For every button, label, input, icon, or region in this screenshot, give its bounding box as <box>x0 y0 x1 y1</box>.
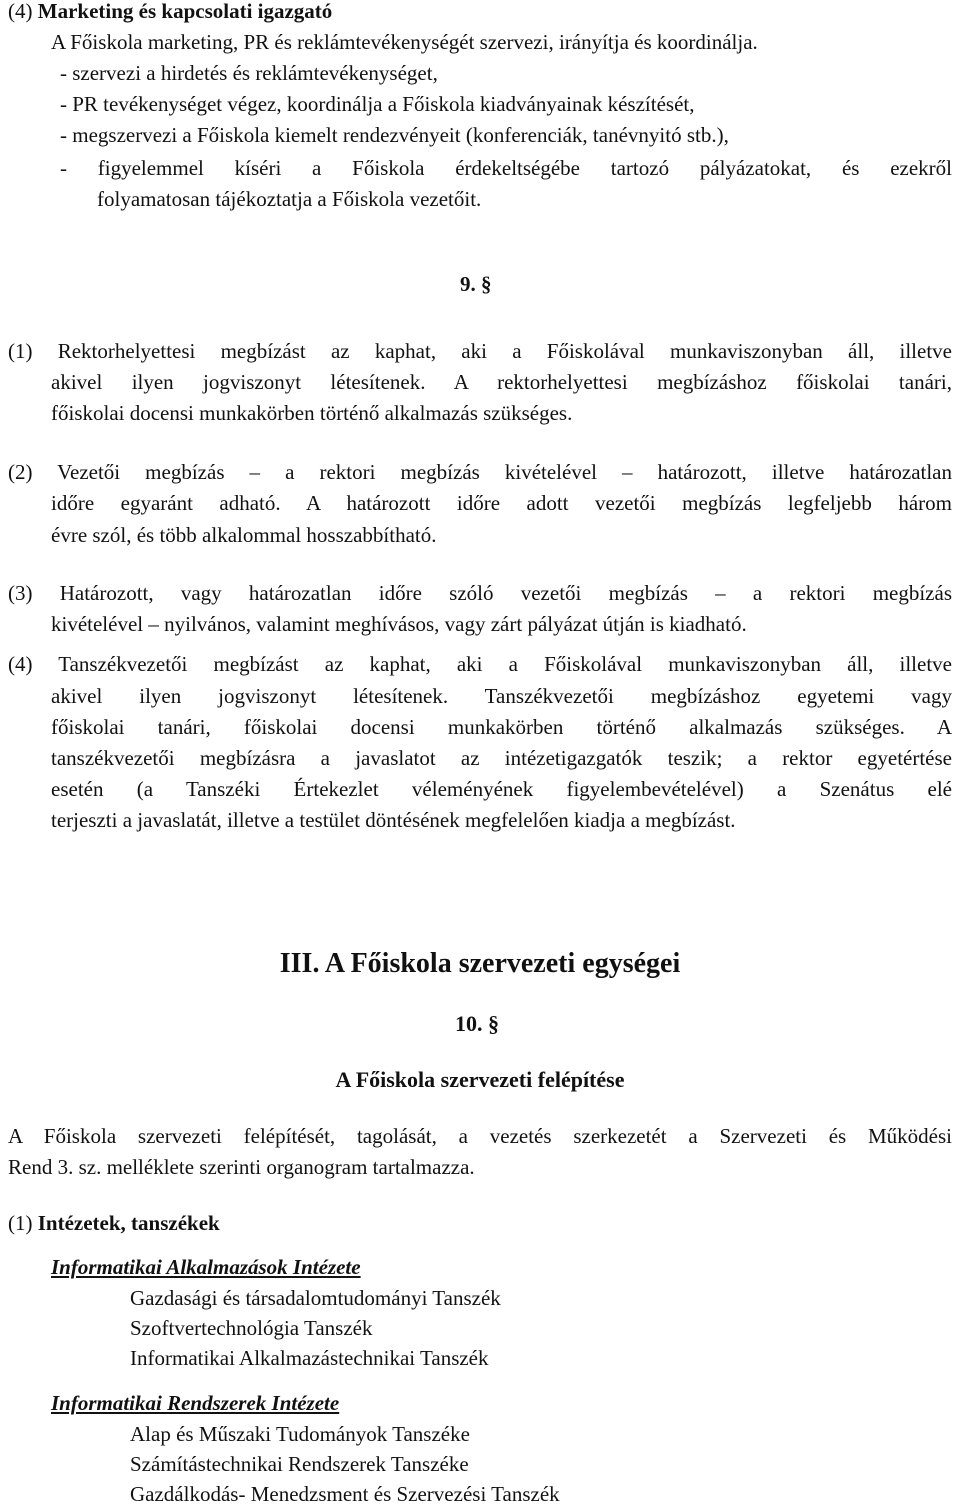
section-title: Marketing és kapcsolati igazgató <box>37 0 333 23</box>
section-number: (4) <box>8 0 33 23</box>
subsection-heading <box>8 1208 220 1239</box>
paragraph-9-4-line: főiskolai tanári, főiskolai docensi munkakörben történő alkalmazás szükséges. A <box>51 715 952 739</box>
department-item: Informatikai Alkalmazástechnikai Tanszék <box>130 1346 489 1370</box>
department-item: Gazdálkodás- Menedzsment és Szervezési Tanszék <box>130 1482 560 1506</box>
paragraph-10-heading: 10. § <box>455 1011 499 1036</box>
paragraph-9-4-line: esetén (a Tanszéki Értekezlet véleményének figyelembevételével) a Szenátus elé <box>51 777 952 801</box>
department-item: Alap és Műszaki Tudományok Tanszéke <box>130 1422 470 1446</box>
paragraph-9-3-line: kivételével – nyilvános, valamint meghívásos, vagy zárt pályázat útján is kiadható. <box>51 612 747 636</box>
institute-name: Informatikai Rendszerek Intézete <box>51 1391 340 1415</box>
subsection-title: Intézetek, tanszékek <box>37 1211 220 1235</box>
paragraph-9-1-line: akivel ilyen jogviszonyt létesítenek. A rektorhelyettesi megbízáshoz főiskolai tanári, <box>51 370 952 394</box>
list-item: - szervezi a hirdetés és reklámtevékenységet, <box>60 61 438 85</box>
intro-line: Rend 3. sz. melléklete szerinti organogram tartalmazza. <box>8 1155 475 1179</box>
paragraph-9-2-line: (2) Vezetői megbízás – a rektori megbízás kivételével – határozott, illetve határozatlan <box>8 460 952 484</box>
subsection-number: (1) <box>8 1211 33 1235</box>
paragraph-9-1-line: (1) Rektorhelyettesi megbízást az kaphat, aki a Főiskolával munkaviszonyban áll, illetve <box>8 339 952 363</box>
department-item: Számítástechnikai Rendszerek Tanszéke <box>130 1452 469 1476</box>
paragraph-9-4-line: tanszékvezetői megbízásra a javaslatot az intézetigazgatók teszik; a rektor egyetértése <box>51 746 952 770</box>
section-subtitle: A Főiskola szervezeti felépítése <box>335 1067 625 1092</box>
list-item: - figyelemmel kíséri a Főiskola érdekeltségébe tartozó pályázatokat, és ezekről <box>60 156 952 180</box>
section-4-intro: A Főiskola marketing, PR és reklámtevékenységét szervezi, irányítja és koordinálja. <box>51 30 758 54</box>
department-item: Szoftvertechnológia Tanszék <box>130 1316 373 1340</box>
paragraph-9-3-line: (3) Határozott, vagy határozatlan időre szóló vezetői megbízás – a rektori megbízás <box>8 581 952 605</box>
section-4-heading <box>8 0 332 27</box>
paragraph-9-4-line: (4) Tanszékvezetői megbízást az kaphat, aki a Főiskolával munkaviszonyban áll, illetve <box>8 652 952 676</box>
paragraph-9-2-line: évre szól, és több alkalommal hosszabbítható. <box>51 523 437 547</box>
paragraph-9-4-line: terjeszti a javaslatát, illetve a testület döntésének megfelelően kiadja a megbízást. <box>51 808 736 832</box>
list-item-continuation: folyamatosan tájékoztatja a Főiskola vezetőit. <box>97 187 482 211</box>
department-item: Gazdasági és társadalomtudományi Tanszék <box>130 1286 501 1310</box>
institute-name: Informatikai Alkalmazások Intézete <box>51 1255 361 1279</box>
paragraph-9-1-line: főiskolai docensi munkakörben történő alkalmazás szükséges. <box>51 401 573 425</box>
paragraph-9-4-line: akivel ilyen jogviszonyt létesítenek. Tanszékvezetői megbízáshoz egyetemi vagy <box>51 684 952 708</box>
list-item: - megszervezi a Főiskola kiemelt rendezvényeit (konferenciák, tanévnyitó stb.), <box>60 123 729 147</box>
paragraph-9-2-line: időre egyaránt adható. A határozott időre adott vezetői megbízás legfeljebb három <box>51 491 952 515</box>
paragraph-9-heading: 9. § <box>460 272 492 296</box>
list-item: - PR tevékenységet végez, koordinálja a Főiskola kiadványainak készítését, <box>60 92 695 116</box>
part-title: III. A Főiskola szervezeti egységei <box>279 948 681 979</box>
intro-line: A Főiskola szervezeti felépítését, tagolását, a vezetés szerkezetét a Szervezeti és Működési <box>8 1124 952 1148</box>
